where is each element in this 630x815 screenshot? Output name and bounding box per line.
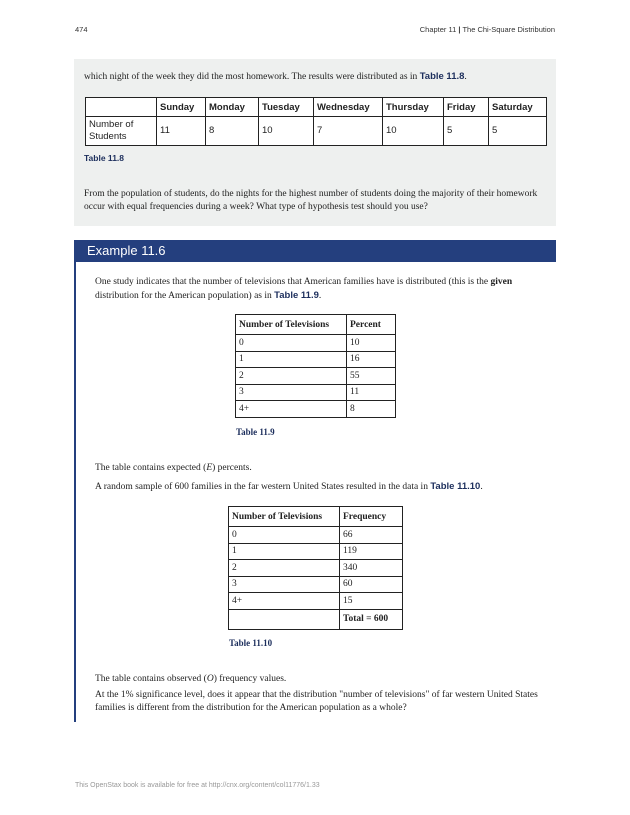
table-row	[236, 351, 396, 368]
table-11-8-caption: Table 11.8	[84, 153, 125, 163]
table-header-cell	[86, 98, 157, 117]
table-row	[236, 401, 396, 418]
table-total-cell: Total = 600	[340, 609, 403, 629]
table-row	[236, 335, 396, 352]
table-cell: 8	[347, 401, 396, 418]
table-cell: 10	[259, 117, 314, 146]
table-cell: 66	[340, 527, 403, 544]
table-cell: 5	[444, 117, 489, 146]
chapter-title: The Chi-Square Distribution	[462, 25, 555, 34]
table-11-9-link[interactable]: Table 11.9	[274, 290, 319, 301]
example-title-bar	[74, 240, 556, 262]
example-paragraph-5: At the 1% significance level, does it appear that the distribution "number of televisions" of far western United States families is different from the distribution for the American population as a whole?	[95, 690, 538, 713]
p4-text-a: The table contains observed (	[95, 674, 207, 684]
p1-bold: given	[490, 277, 513, 287]
table-header-cell: Wednesday	[314, 98, 383, 117]
table-cell: 60	[340, 576, 403, 593]
p1-text-b: distribution for the American population) as in	[95, 291, 275, 301]
table-row	[229, 527, 403, 544]
table-row	[236, 384, 396, 401]
p2-text-a: The table contains expected (	[95, 463, 207, 473]
exercise-intro	[84, 71, 467, 82]
table-11-10-caption: Table 11.10	[229, 638, 273, 648]
table-header-cell: Saturday	[489, 98, 547, 117]
table-cell: 3	[229, 576, 340, 593]
table-11-8	[85, 97, 547, 146]
table-cell: 15	[340, 593, 403, 610]
header-separator: |	[458, 25, 461, 34]
row-label-cell	[86, 117, 157, 146]
exercise-intro-text: which night of the week they did the most homework. The results were distributed as in	[84, 72, 420, 82]
table-11-10-link[interactable]: Table 11.10	[430, 481, 481, 492]
table-cell: 5	[489, 117, 547, 146]
table-header-cell: Monday	[206, 98, 259, 117]
table-header-cell: Number of Televisions	[236, 315, 347, 335]
table-cell: 2	[229, 560, 340, 577]
table-row	[229, 576, 403, 593]
table-11-10	[228, 506, 403, 630]
exercise-intro-end: .	[464, 72, 467, 82]
p4-text-b: ) frequency values.	[213, 674, 287, 684]
table-cell: 8	[206, 117, 259, 146]
table-cell: 340	[340, 560, 403, 577]
footer-note: This OpenStax book is available for free at http://cnx.org/content/col11776/1.33	[75, 782, 320, 789]
p4-variable: O	[206, 674, 214, 684]
table-cell: 4+	[229, 593, 340, 610]
table-row	[229, 560, 403, 577]
table-cell: 4+	[236, 401, 347, 418]
table-row	[229, 543, 403, 560]
p2-text-b: ) percents.	[212, 463, 252, 473]
example-paragraph-1	[95, 276, 540, 303]
p1-text-a: One study indicates that the number of televisions that American families have is distributed (this is the	[95, 277, 491, 287]
table-header-cell: Frequency	[340, 507, 403, 527]
table-cell-empty	[229, 609, 340, 629]
table-cell: 0	[236, 335, 347, 352]
table-cell: 0	[229, 527, 340, 544]
table-row	[236, 368, 396, 385]
p1-text-end: .	[318, 291, 322, 301]
example-left-rule	[74, 262, 76, 722]
table-cell: 119	[340, 543, 403, 560]
table-cell: 16	[347, 351, 396, 368]
p2-variable: E	[206, 463, 213, 473]
table-header-cell: Thursday	[383, 98, 444, 117]
table-cell: 11	[347, 384, 396, 401]
table-header-row	[229, 507, 403, 527]
example-title: Example 11.6	[87, 243, 166, 258]
table-11-8-link[interactable]: Table 11.8	[419, 71, 465, 82]
table-total-row	[229, 609, 403, 629]
table-cell: 7	[314, 117, 383, 146]
table-header-cell: Tuesday	[259, 98, 314, 117]
example-paragraph-2	[95, 462, 540, 475]
running-header	[420, 25, 555, 34]
row-label-line2: Students	[89, 131, 127, 142]
page-number: 474	[75, 25, 88, 34]
example-paragraph-4	[95, 673, 540, 686]
table-header-row	[86, 98, 547, 117]
exercise-box	[74, 59, 556, 226]
p3-text: A random sample of 600 families in the far western United States resulted in the data in	[95, 482, 431, 492]
chapter-label: Chapter 11	[419, 25, 457, 34]
table-header-cell: Sunday	[157, 98, 206, 117]
table-row	[229, 593, 403, 610]
table-header-row	[236, 315, 396, 335]
table-row	[86, 117, 547, 146]
table-cell: 1	[236, 351, 347, 368]
table-cell: 1	[229, 543, 340, 560]
table-11-9-caption: Table 11.9	[236, 427, 275, 437]
table-11-9	[235, 314, 396, 418]
p3-text-end: .	[480, 482, 483, 492]
exercise-question: From the population of students, do the nights for the highest number of students doing the majority of their homework occur with equal frequencies during a week? What type of hypothesis test should you use?	[84, 189, 538, 212]
table-header-cell: Percent	[347, 315, 396, 335]
table-header-cell: Number of Televisions	[229, 507, 340, 527]
row-label-line1: Number of	[89, 119, 134, 130]
table-cell: 10	[383, 117, 444, 146]
table-cell: 11	[157, 117, 206, 146]
table-cell: 10	[347, 335, 396, 352]
table-cell: 2	[236, 368, 347, 385]
table-cell: 3	[236, 384, 347, 401]
table-header-cell: Friday	[444, 98, 489, 117]
example-paragraph-3	[95, 480, 540, 494]
table-cell: 55	[347, 368, 396, 385]
